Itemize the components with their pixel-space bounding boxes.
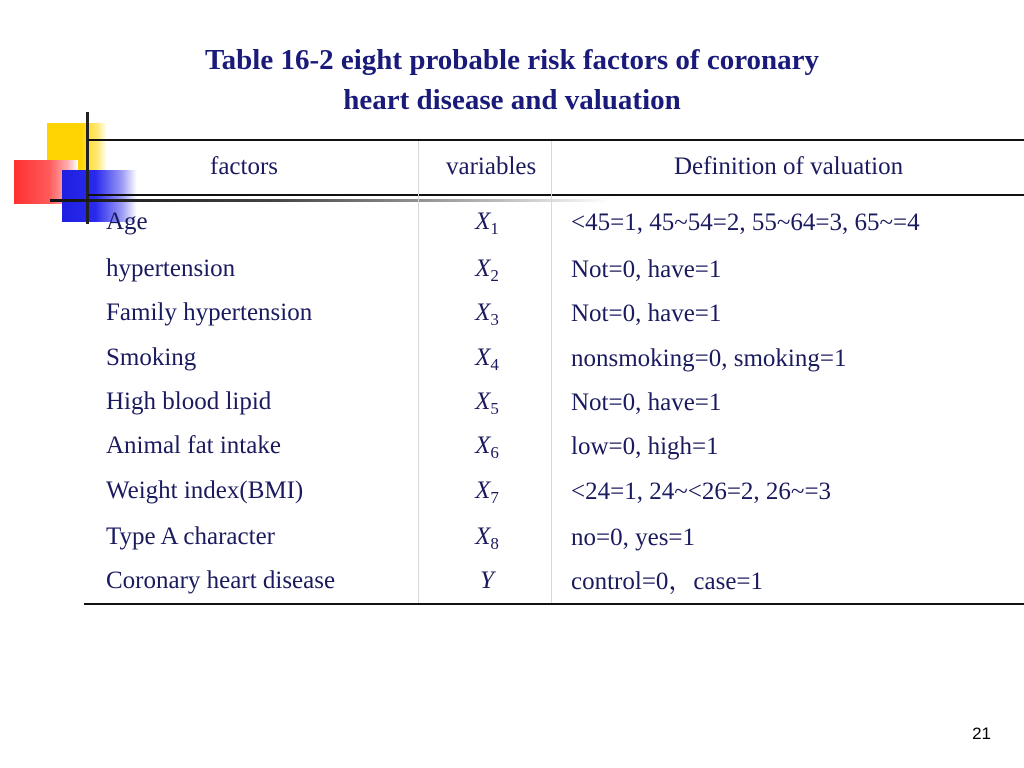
variable-symbol: X	[475, 432, 491, 459]
row-variable	[440, 566, 534, 596]
variable-symbol: X	[475, 344, 491, 371]
page-number: 21	[972, 724, 991, 743]
row-definition: Not=0, have=1	[571, 389, 722, 416]
variable-symbol: X	[475, 299, 491, 326]
variable-symbol: X	[475, 255, 491, 282]
variable-symbol: X	[475, 388, 491, 415]
variable-subscript: 2	[490, 266, 499, 285]
header-variables: variables	[446, 153, 537, 180]
slide-title	[0, 40, 1024, 120]
row-factor: Animal fat intake	[106, 432, 281, 459]
table-header-rule	[88, 194, 1024, 196]
row-factor: High blood lipid	[106, 388, 272, 415]
variable-subscript: 1	[490, 219, 499, 238]
column-separator	[418, 141, 419, 603]
row-factor: Age	[106, 208, 148, 235]
row-factor: Family hypertension	[106, 299, 313, 326]
row-factor: Type A character	[106, 523, 275, 550]
row-variable	[440, 522, 534, 552]
row-definition: Not=0, have=1	[571, 256, 722, 283]
variable-subscript: 7	[490, 488, 499, 507]
variable-subscript: 5	[490, 399, 499, 418]
row-definition: <45=1, 45~54=2, 55~64=3, 65~=4	[571, 209, 920, 236]
row-factor: Smoking	[106, 344, 197, 371]
row-definition: no=0, yes=1	[571, 524, 696, 551]
row-definition: nonsmoking=0, smoking=1	[571, 345, 847, 372]
header-factors: factors	[210, 153, 279, 180]
row-variable	[440, 343, 534, 373]
row-variable	[440, 476, 534, 506]
row-variable	[440, 298, 534, 328]
decor-vertical-line	[86, 112, 89, 224]
row-definition: <24=1, 24~<26=2, 26~=3	[571, 478, 832, 505]
row-definition: Not=0, have=1	[571, 300, 722, 327]
variable-symbol: X	[475, 523, 491, 550]
row-definition: low=0, high=1	[571, 433, 719, 460]
variable-subscript: 8	[490, 534, 499, 553]
title-line-2: heart disease and valuation	[343, 84, 681, 116]
row-factor: Coronary heart disease	[106, 567, 336, 594]
table-top-rule	[88, 139, 1024, 141]
decor-horizontal-line	[50, 199, 610, 202]
title-line-1: Table 16-2 eight probable risk factors of coronary	[204, 44, 820, 76]
header-definition: Definition of valuation	[674, 153, 904, 180]
row-definition: control=0，case=1	[571, 568, 764, 595]
variable-subscript: 6	[490, 443, 499, 462]
table-bottom-rule	[84, 603, 1024, 605]
variable-subscript: 4	[490, 355, 499, 374]
row-variable	[440, 431, 534, 461]
row-variable	[440, 387, 534, 417]
row-variable	[440, 207, 534, 237]
variable-symbol: X	[475, 208, 491, 235]
row-variable	[440, 254, 534, 284]
variable-symbol: Y	[480, 567, 494, 594]
column-separator	[551, 141, 552, 603]
row-factor: Weight index(BMI)	[106, 477, 304, 504]
row-factor: hypertension	[106, 255, 236, 282]
variable-symbol: X	[475, 477, 491, 504]
variable-subscript: 3	[490, 310, 499, 329]
